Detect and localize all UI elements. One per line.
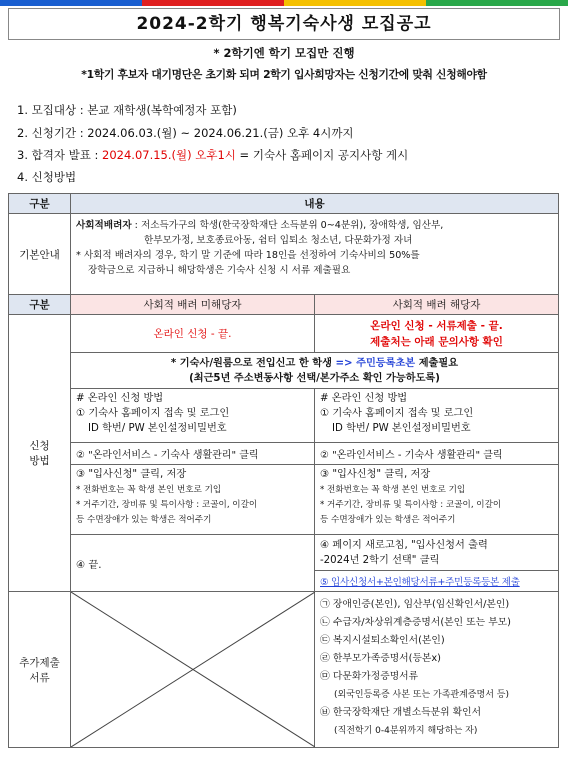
non-step1-a: ① 기숙사 홈페이지 접속 및 로그인 [76, 408, 230, 419]
info-announcement-date: 2024.07.15.(월) 오후1시 [102, 148, 236, 162]
apply-method-label [9, 315, 71, 592]
color-bar-yellow [284, 0, 426, 6]
non-step1 [71, 389, 315, 443]
yes-step5: ⑤ 입사신청서+본인해당서류+주민등록등본 제출 [315, 571, 559, 592]
doc-item: ㉥ 한국장학재단 개별소득분위 확인서 [320, 707, 482, 718]
basic-info-label: 기본안내 [9, 214, 71, 295]
non-step3-note3: 등 수면장애가 있는 학생은 적어주기 [76, 515, 212, 525]
yes-online-2: 제출처는 아래 문의사항 확인 [370, 335, 503, 348]
color-bar [0, 0, 568, 6]
header-non-eligible: 사회적 배려 미해당자 [71, 295, 315, 315]
info-announcement [17, 147, 408, 163]
extra-label-2: 서류 [29, 671, 50, 684]
info-target: 1. 모집대상 : 본교 재학생(복학예정자 포함) [17, 103, 237, 117]
non-step3-note1: * 전화번호는 꼭 학생 본인 번호로 기입 [76, 485, 222, 495]
extra-label-1: 추가제출 [19, 656, 60, 669]
non-step3-note2: * 거주기간, 장비류 및 특이사항 : 코골이, 이갈이 [76, 500, 258, 510]
recruit-table [8, 193, 559, 748]
yes-step3-note1: * 전화번호는 꼭 학생 본인 번호로 기입 [320, 485, 466, 495]
transfer-suffix: 제출필요 [415, 357, 459, 369]
color-bar-red [142, 0, 284, 6]
header-category: 구분 [9, 194, 71, 214]
basic-line-2: 한부모가정, 보호종료아동, 쉼터 입퇴소 청소년, 다문화가정 자녀 [144, 235, 413, 246]
yes-step4-1: ④ 페이지 새로고침, "입사신청서 출력 [320, 539, 488, 551]
apply-label-1: 신청 [29, 440, 50, 452]
doc-item: ㉤ 다문화가정증명서류 [320, 671, 419, 682]
basic-line-1-bold: 사회적배려자 [76, 220, 132, 231]
yes-method-head: # 온라인 신청 방법 [320, 393, 408, 404]
transfer-prefix: * 기숙사/원룸으로 전입신고 한 학생 [170, 357, 336, 369]
page-title: 2024-2학기 행복기숙사생 모집공고 [8, 8, 560, 40]
header-content: 내용 [71, 194, 559, 214]
basic-line-1 [76, 218, 553, 233]
color-bar-green [426, 0, 568, 6]
extra-docs-label [9, 592, 71, 748]
non-step2: ② "온라인서비스 - 기숙사 생활관리" 클릭 [71, 443, 315, 465]
basic-info-content [71, 214, 559, 295]
yes-step3-title: ③ "입사신청" 클릭, 저장 [320, 469, 431, 480]
doc-item: ㉠ 장애인증(본인), 임산부(임신확인서/본인) [320, 599, 510, 610]
color-bar-blue [0, 0, 142, 6]
basic-line-1-text: : 저소득가구의 학생(한국장학재단 소득분위 0~4분위), 장애학생, 임산부, [131, 220, 444, 231]
doc-item: ㉢ 복지시설퇴소확인서(본인) [320, 635, 445, 646]
cross-out-mark [71, 592, 315, 747]
yes-step1 [315, 389, 559, 443]
non-step4: ④ 끝. [71, 535, 315, 592]
transfer-notice-2: (최근5년 주소변동사항 선택/본가주소 확인 가능하도록) [189, 372, 440, 384]
transfer-notice [71, 353, 559, 389]
non-online-flow: 온라인 신청 - 끝. [71, 315, 315, 353]
yes-step4 [315, 535, 559, 571]
info-method: 4. 신청방법 [17, 170, 77, 184]
non-step1-b: ID 학번/ PW 본인설정비밀번호 [88, 423, 227, 434]
yes-step4-2: -2024년 2학기 선택" 클릭 [320, 554, 440, 566]
yes-step2: ② "온라인서비스 - 기숙사 생활관리" 클릭 [315, 443, 559, 465]
extra-docs-list [315, 592, 559, 748]
extra-docs-empty [71, 592, 315, 748]
apply-label-2: 방법 [29, 455, 50, 467]
yes-step1-a: ① 기숙사 홈페이지 접속 및 로그인 [320, 408, 474, 419]
basic-line-3: * 사회적 배려자의 경우, 학기 말 기준에 따라 18인을 선정하여 기숙사비의 50%를 [76, 250, 420, 261]
doc-item-note: (직전학기 0-4분위까지 해당하는 자) [334, 726, 478, 736]
doc-item: ㉡ 수급자/차상위계층증명서(본인 또는 부모) [320, 617, 511, 628]
header-eligible: 사회적 배려 해당자 [315, 295, 559, 315]
notice-waitlist: *1학기 후보자 대기명단은 초기화 되며 2학기 입사희망자는 신청기간에 맞춰 신청해야함 [81, 68, 487, 81]
notice-semester: * 2학기엔 학기 모집만 진행 [213, 46, 355, 60]
yes-step3-note2: * 거주기간, 장비류 및 특이사항 : 코골이, 이갈이 [320, 500, 502, 510]
transfer-document: => 주민등록초본 [335, 357, 416, 369]
basic-line-4: 장학금으로 지급하니 해당학생은 기숙사 신청 시 서류 제출필요 [88, 265, 351, 276]
doc-item-note: (외국인등록증 사본 또는 가족관계증명서 등) [334, 690, 509, 700]
non-step3 [71, 465, 315, 535]
non-method-head: # 온라인 신청 방법 [76, 393, 164, 404]
non-step3-title: ③ "입사신청" 클릭, 저장 [76, 469, 187, 480]
yes-step3-note3: 등 수면장애가 있는 학생은 적어주기 [320, 515, 456, 525]
info-announcement-prefix: 3. 합격자 발표 : [17, 148, 103, 162]
info-announcement-suffix: = 기숙사 홈페이지 공지사항 게시 [235, 148, 409, 162]
yes-online-flow [315, 315, 559, 353]
yes-step1-b: ID 학번/ PW 본인설정비밀번호 [332, 423, 471, 434]
yes-online-1: 온라인 신청 - 서류제출 - 끝. [370, 319, 503, 332]
header-category-2: 구분 [9, 295, 71, 315]
yes-step3 [315, 465, 559, 535]
doc-item: ㉣ 한부모가족증명서(등본x) [320, 653, 441, 664]
transfer-notice-1 [71, 356, 558, 371]
info-period: 2. 신청기간 : 2024.06.03.(월) ~ 2024.06.21.(금) 오후 4시까지 [17, 126, 354, 140]
